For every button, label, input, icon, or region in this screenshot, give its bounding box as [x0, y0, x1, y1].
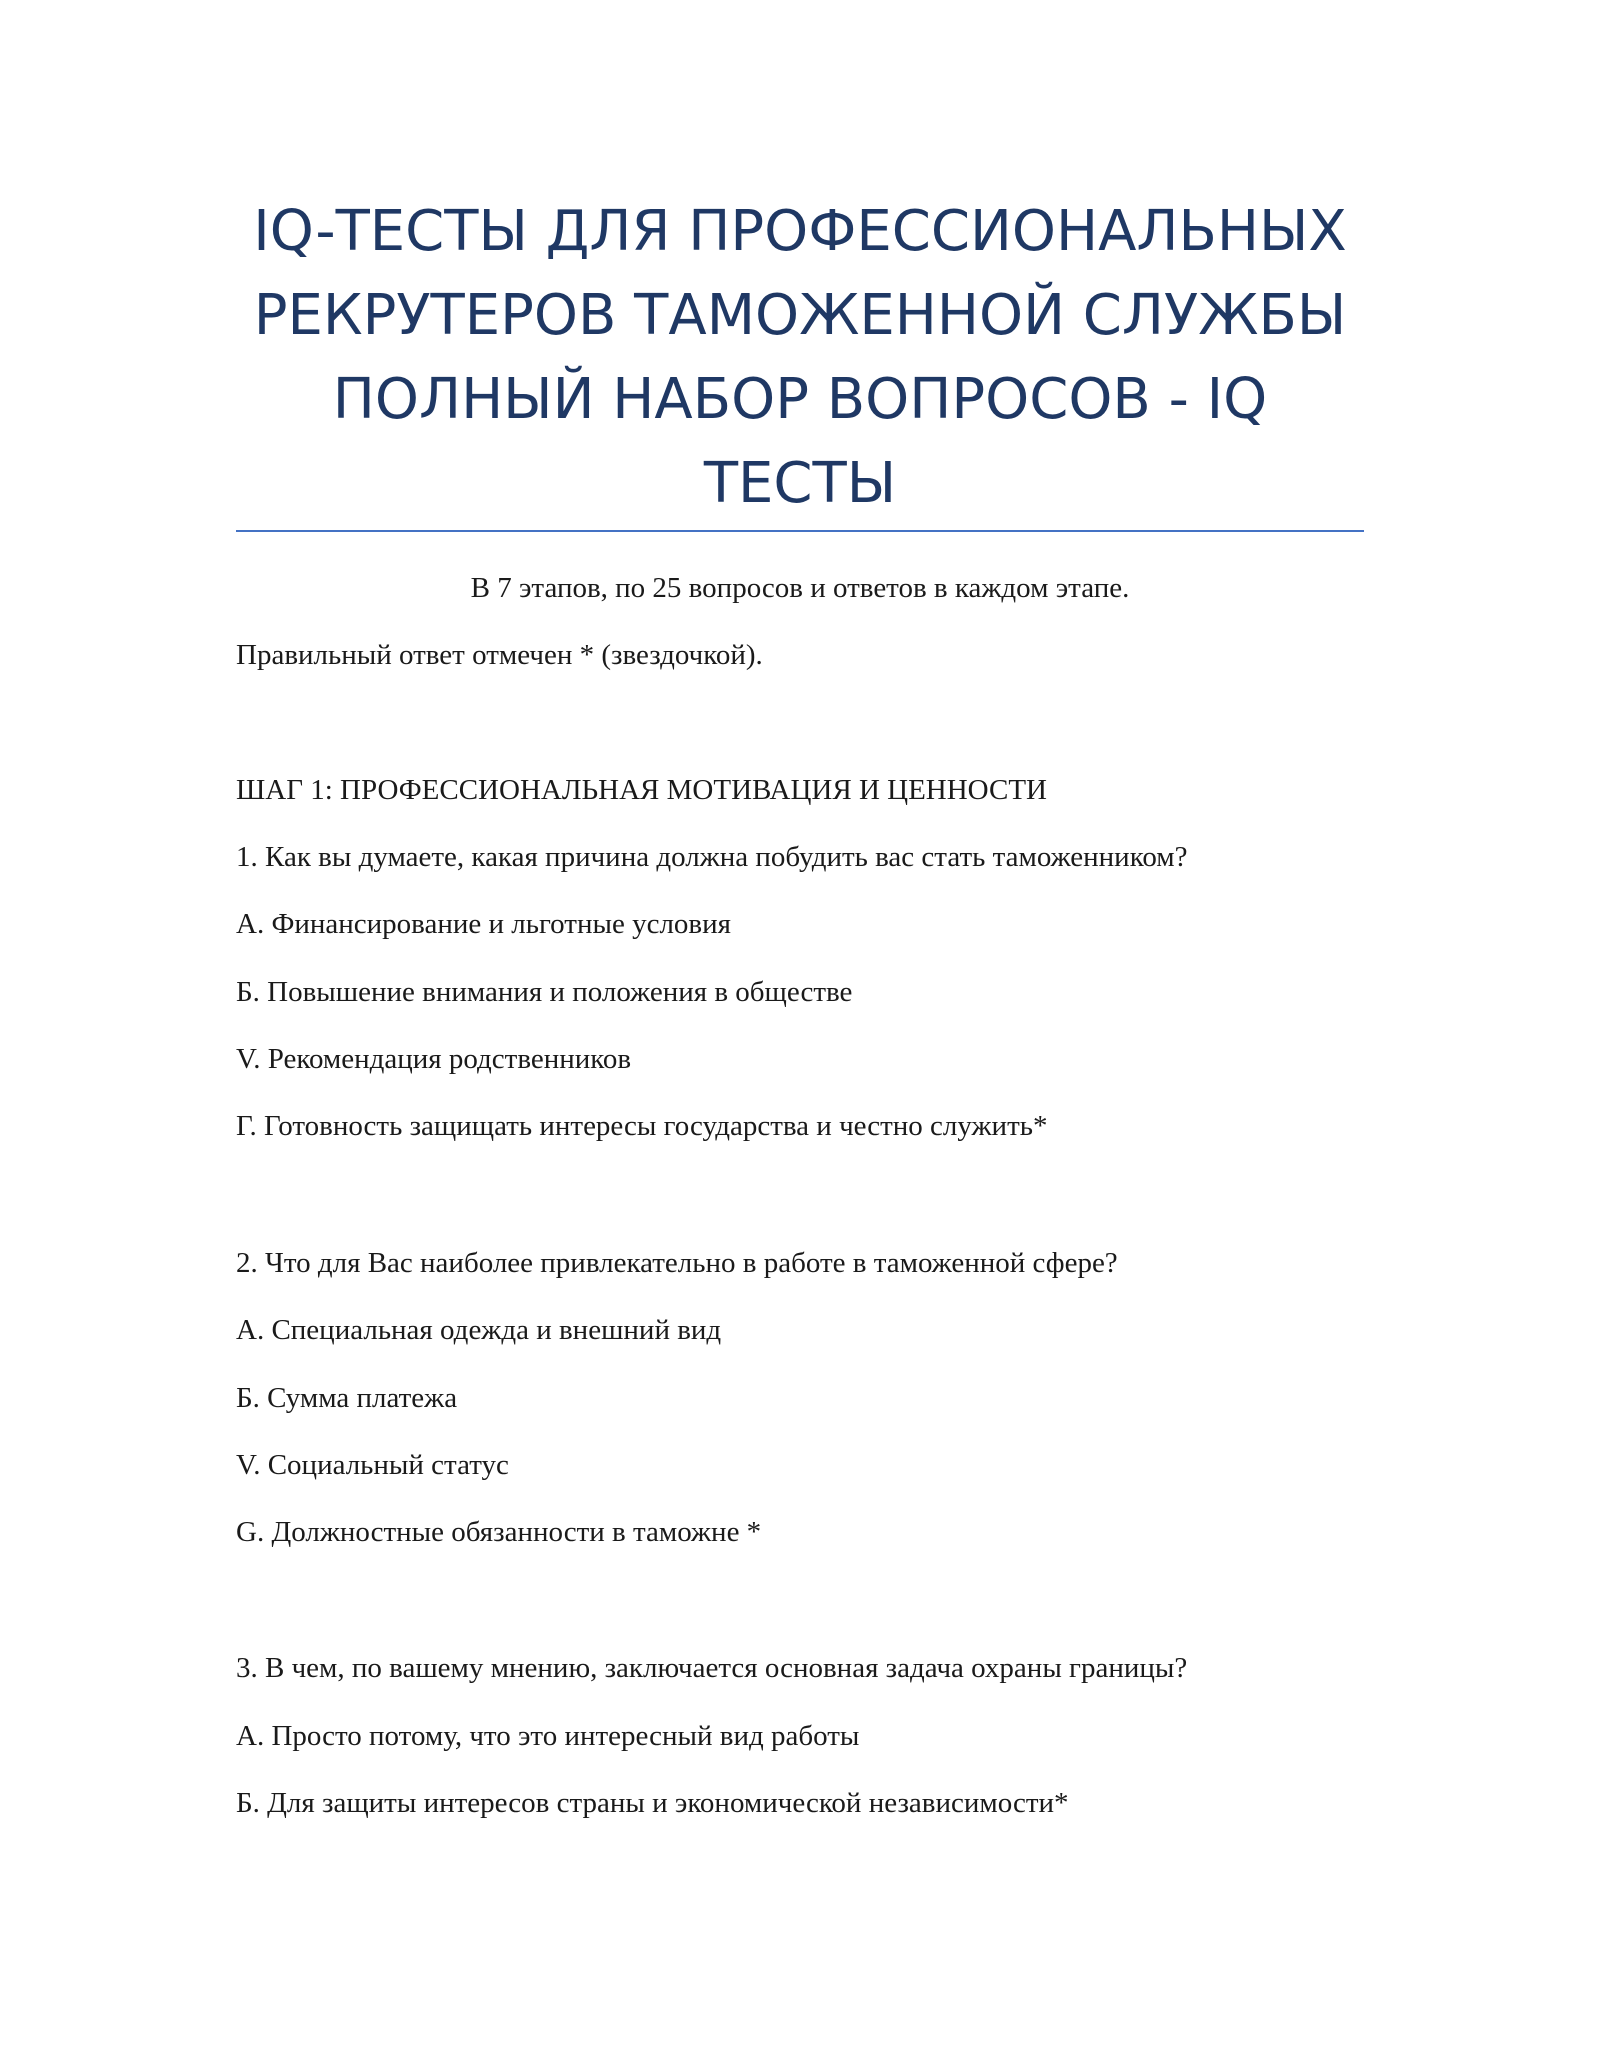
question-2-option-a: A. Специальная одежда и внешний вид — [236, 1314, 722, 1346]
intro-paragraph: В 7 этапов, по 25 вопросов и ответов в каждом этапе. — [470, 572, 1130, 604]
question-1-text: 1. Как вы думаете, какая причина должна побудить вас стать таможенником? — [236, 841, 1188, 873]
title-line: РЕКРУТЕРОВ ТАМОЖЕННОЙ СЛУЖБЫ — [253, 283, 1347, 348]
note-paragraph: Правильный ответ отмечен * (звездочкой). — [236, 639, 763, 671]
title-line: ПОЛНЫЙ НАБОР ВОПРОСОВ - IQ — [332, 367, 1268, 432]
question-3-option-b: Б. Для защиты интересов страны и экономической независимости* — [236, 1787, 1069, 1819]
title-line: ТЕСТЫ — [703, 451, 897, 516]
question-2-text: 2. Что для Вас наиболее привлекательно в работе в таможенной сфере? — [236, 1247, 1118, 1279]
question-1-option-g: Г. Готовность защищать интересы государства и честно служить* — [236, 1110, 1048, 1142]
question-3-option-a: A. Просто потому, что это интересный вид работы — [236, 1720, 860, 1752]
question-2-option-b: Б. Сумма платежа — [236, 1382, 458, 1414]
title-divider — [236, 530, 1364, 532]
question-1-option-b: Б. Повышение внимания и положения в обществе — [236, 976, 853, 1008]
question-1-option-v: V. Рекомендация родственников — [236, 1043, 632, 1075]
question-2-option-g: G. Должностные обязанности в таможне * — [236, 1516, 762, 1548]
question-2-option-v: V. Социальный статус — [236, 1449, 509, 1481]
title-line: IQ-ТЕСТЫ ДЛЯ ПРОФЕССИОНАЛЬНЫХ — [253, 199, 1347, 264]
question-1-option-a: A. Финансирование и льготные условия — [236, 908, 731, 940]
question-3-text: 3. В чем, по вашему мнению, заключается основная задача охраны границы? — [236, 1652, 1188, 1684]
document-title — [236, 190, 1364, 526]
step-heading: ШАГ 1: ПРОФЕССИОНАЛЬНАЯ МОТИВАЦИЯ И ЦЕННОСТИ — [236, 774, 1047, 806]
